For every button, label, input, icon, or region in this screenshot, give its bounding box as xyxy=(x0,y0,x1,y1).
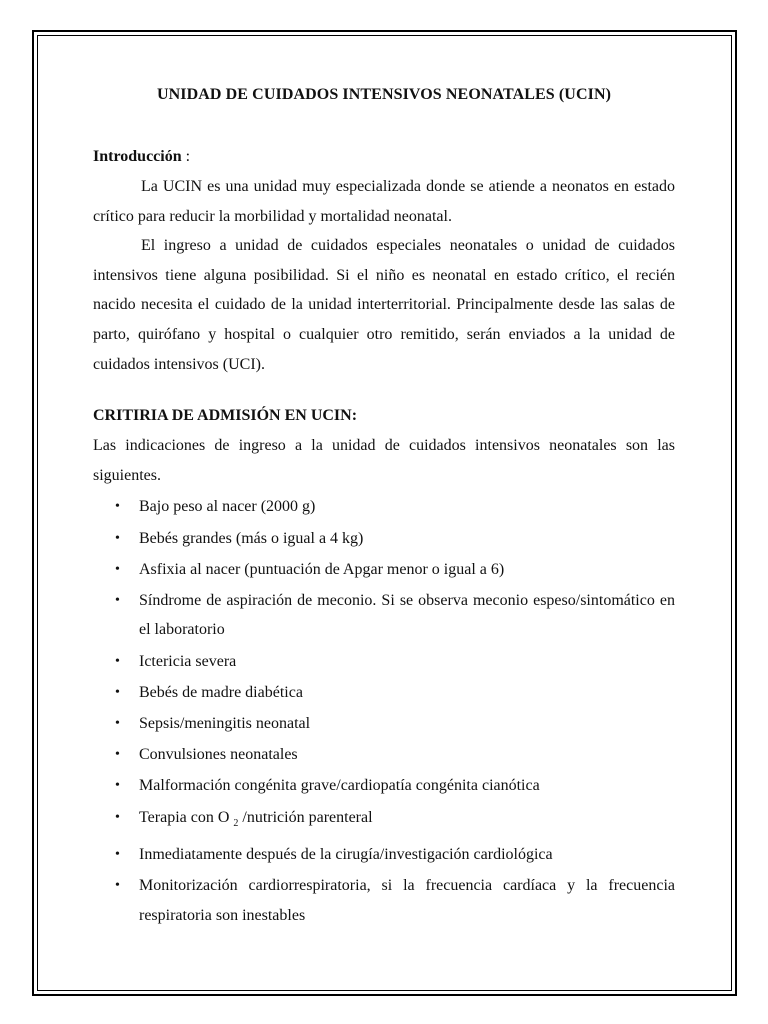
criteria-item-text: Bebés de madre diabética xyxy=(139,683,303,701)
criteria-item-text xyxy=(139,808,373,829)
criteria-list-item xyxy=(93,492,675,521)
intro-heading xyxy=(93,142,675,172)
document-body xyxy=(93,86,675,932)
bullet-icon: • xyxy=(115,778,120,794)
criteria-item-text: Bebés grandes (más o igual a 4 kg) xyxy=(139,529,364,547)
intro-paragraph-2: El ingreso a unidad de cuidados especiales neonatales o unidad de cuidados intensivos tiene alguna posibilidad. Si el niño es neonatal en estado crítico, el recién nacido necesita el cuidado de la unidad interterritorial. Principalmente desde las salas de parto, quirófano y hospital o cualquier otro remitido, serán enviados a la unidad de cuidados intensivos (UCI). xyxy=(93,237,675,373)
criteria-item-text: Sepsis/meningitis neonatal xyxy=(139,714,311,732)
criteria-item-text-part: Terapia con O xyxy=(139,808,234,826)
criteria-item-text-part: /nutrición parenteral xyxy=(238,808,373,826)
criteria-list-item xyxy=(93,586,675,645)
criteria-item-text: Inmediatamente después de la cirugía/investigación cardiológica xyxy=(139,845,553,863)
criteria-list-item xyxy=(93,524,675,553)
criteria-item-text: Asfixia al nacer (puntuación de Apgar menor o igual a 6) xyxy=(139,560,505,578)
intro-paragraph-1: La UCIN es una unidad muy especializada donde se atiende a neonatos en estado crítico para reducir la morbilidad y mortalidad neonatal. xyxy=(93,178,675,225)
criteria-item-text: Convulsiones neonatales xyxy=(139,746,298,764)
criteria-list-item xyxy=(93,871,675,930)
intro-label: Introducción xyxy=(93,148,182,165)
bullet-icon: • xyxy=(115,530,120,546)
admission-criteria-heading: CRITIRIA DE ADMISIÓN EN UCIN: xyxy=(93,407,358,425)
criteria-item-text: Bajo peso al nacer (2000 g) xyxy=(139,498,316,516)
criteria-list-item xyxy=(93,740,675,769)
subscript-text: 2 xyxy=(233,817,239,829)
criteria-item-text: Malformación congénita grave/cardiopatía congénita cianótica xyxy=(139,777,540,795)
bullet-icon: • xyxy=(115,653,120,669)
criteria-list-item xyxy=(93,678,675,707)
criteria-list-item xyxy=(93,709,675,738)
bullet-icon: • xyxy=(115,878,120,894)
bullet-icon: • xyxy=(115,561,120,577)
bullet-icon: • xyxy=(115,846,120,862)
criteria-list-item xyxy=(93,647,675,676)
criteria-list-item xyxy=(93,840,675,869)
criteria-list-item xyxy=(93,555,675,584)
criteria-item-text: Monitorización cardiorrespiratoria, si la frecuencia cardíaca y la frecuencia respiratoria son inestables xyxy=(139,877,675,924)
bullet-icon: • xyxy=(115,715,120,731)
bullet-icon: • xyxy=(115,499,120,515)
bullet-icon: • xyxy=(115,592,120,608)
bullet-icon: • xyxy=(115,684,120,700)
bullet-icon: • xyxy=(115,747,120,763)
document-title: UNIDAD DE CUIDADOS INTENSIVOS NEONATALES (UCIN) xyxy=(156,86,612,103)
criteria-item-text: Ictericia severa xyxy=(139,652,237,670)
admission-criteria-list xyxy=(93,492,675,930)
criteria-item-text: Síndrome de aspiración de meconio. Si se observa meconio espeso/sintomático en el laboratorio xyxy=(139,591,675,639)
admission-criteria-intro: Las indicaciones de ingreso a la unidad de cuidados intensivos neonatales son las siguientes. xyxy=(93,437,675,484)
criteria-list-item xyxy=(93,771,675,800)
intro-colon: : xyxy=(181,148,191,165)
criteria-list-item xyxy=(93,803,675,839)
bullet-icon: • xyxy=(115,809,120,825)
